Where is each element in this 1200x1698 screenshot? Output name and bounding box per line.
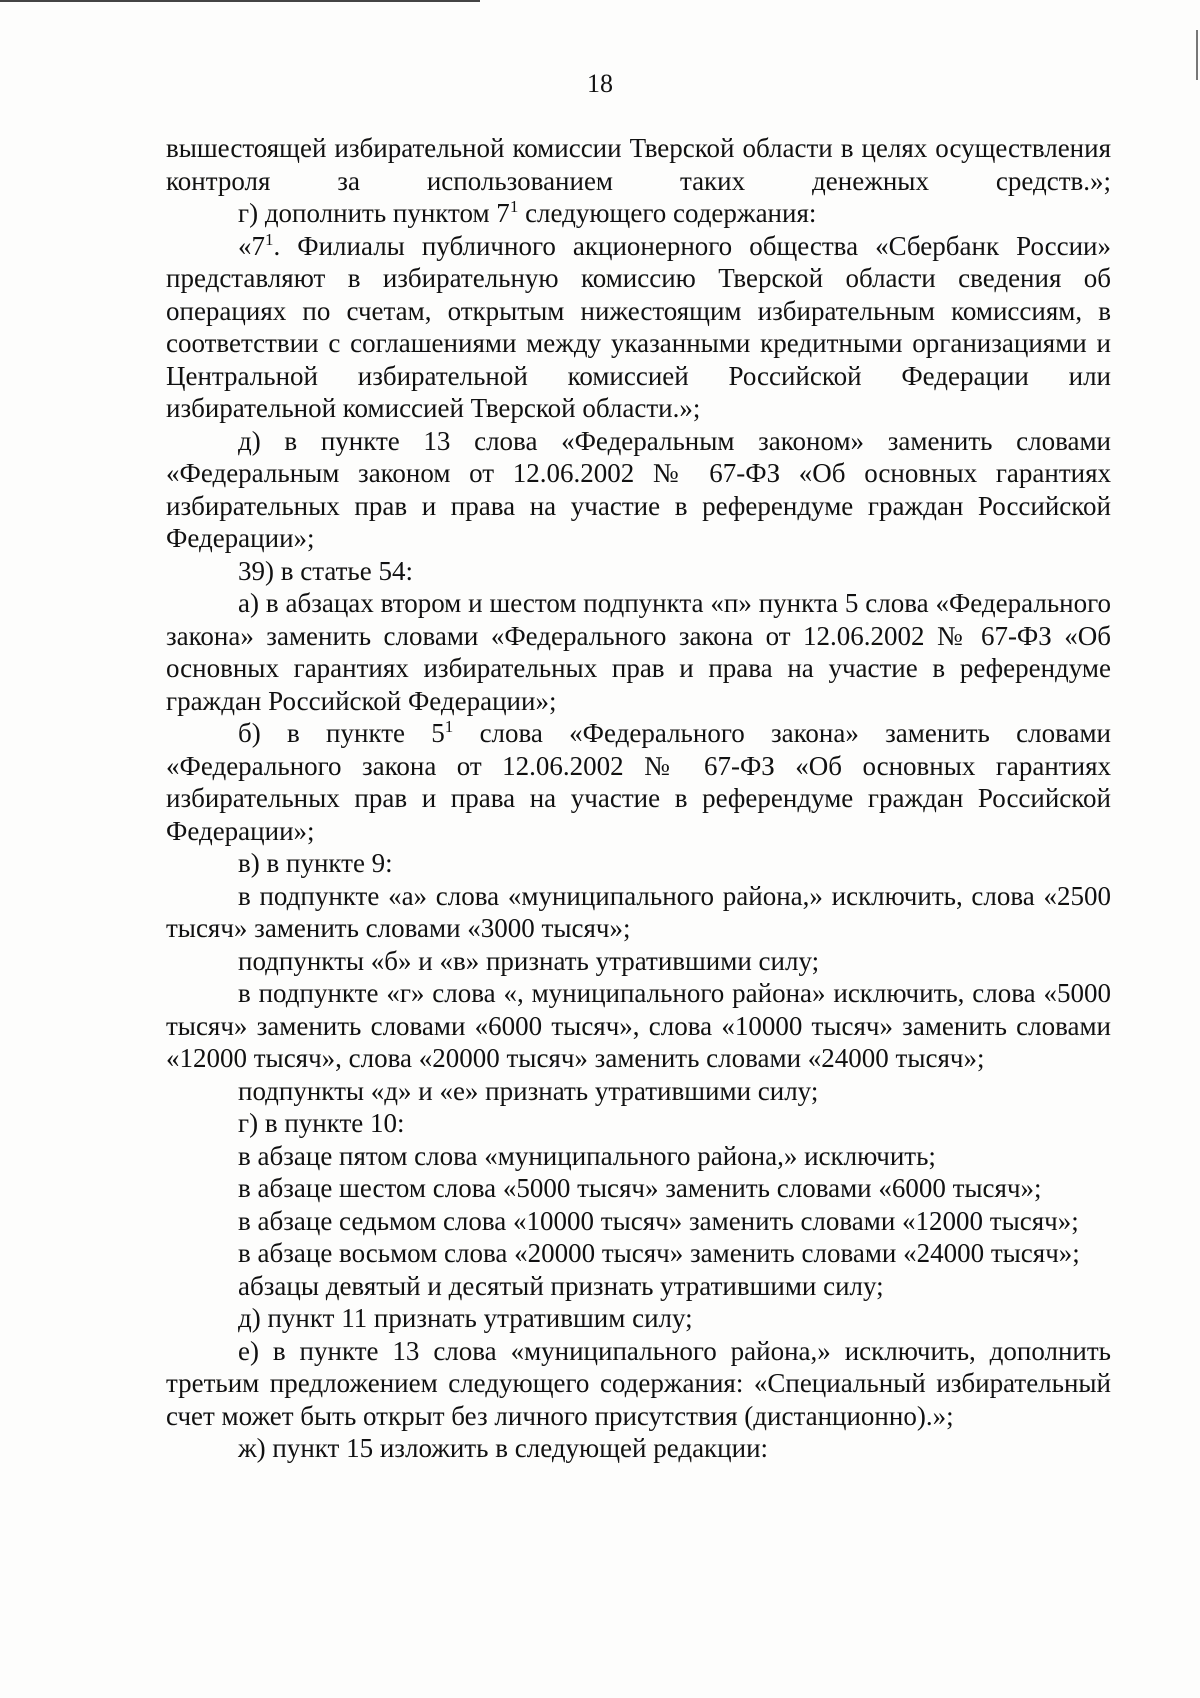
paragraph-item-zh-point-15: ж) пункт 15 изложить в следующей редакции: [238,1433,769,1463]
document-body [166,132,1111,1465]
paragraph-item-v-point-9: в) в пункте 9: [238,848,393,878]
paragraph-item-b-point-5-1: б) в пункте $5^1$ слова «Федерального закона» заменить словами «Федерального закона от 12.06.2002 № 67-ФЗ «Об основных гарантиях избирательных прав и права на участие в референдуме граждан Российской Федерации»; [166,717,1111,846]
paragraph-subpoint-a: в подпункте «а» слова «муниципального района,» исключить, слова «2500 тысяч» заменить словами «3000 тысяч»; [166,880,1111,943]
paragraph-item-d-point-13: д) в пункте 13 слова «Федеральным законом» заменить словами «Федеральным законом от 12.06.2002 № 67-ФЗ «Об основных гарантиях избирательных прав и права на участие в референдуме граждан Российской Федерации»; [166,425,1111,553]
paragraph-39-article-54: 39) в статье 54: [238,555,413,586]
paragraph-7-1-sberbank: «$7^1$. Филиалы публичного акционерного общества «Сбербанк России» представляют в избирательную комиссию Тверской области сведения об операциях по счетам, открытым нижестоящим избирательным комиссиям, в соответствии с соглашениями между указанными кредитными организациями и Центральной избирательной комиссией Российской Федерации или избирательной комиссией Тверской области.»; [166,229,1111,423]
page-number: 18 [587,69,613,98]
paragraph-abzac-6: в абзаце шестом слова «5000 тысяч» заменить словами «6000 тысяч»; [238,1173,1042,1203]
paragraph-item-g-add-7-1: г) дополнить пунктом $7^1$ следующего содержания: [238,197,817,228]
paragraph-subpoints-b-v: подпункты «б» и «в» признать утратившими силу; [238,945,820,976]
paragraph-abzac-5: в абзаце пятом слова «муниципального района,» исключить; [238,1140,936,1171]
superscript-1: 1 [265,229,274,249]
paragraph-abzac-7: в абзаце седьмом слова «10000 тысяч» заменить словами «12000 тысяч»; [238,1205,1079,1236]
superscript-1: 1 [509,197,519,216]
paragraph-continuation: вышестоящей избирательной комиссии Тверской области в целях осуществления контроля за использованием таких денежных средств.»; [166,133,1111,196]
paragraph-abzac-9-10: абзацы девятый и десятый признать утратившими силу; [238,1270,884,1301]
scan-edge-top [0,0,480,2]
paragraph-item-g-point-10: г) в пункте 10: [238,1108,405,1138]
paragraph-item-e-point-13: е) в пункте 13 слова «муниципального района,» исключить, дополнить третьим предложением следующего содержания: «Специальный избирательный счет может быть открыт без личного присутствия (дистанционно).»; [166,1335,1111,1431]
paragraph-abzac-8: в абзаце восьмом слова «20000 тысяч» заменить словами «24000 тысяч»; [238,1238,1080,1268]
paragraph-item-a-point-5: а) в абзацах втором и шестом подпункта «п» пункта 5 слова «Федерального закона» заменить словами «Федерального закона от 12.06.2002 № 67-ФЗ «Об основных гарантиях избирательных прав и права на участие в референдуме граждан Российской Федерации»; [166,588,1111,716]
paragraph-subpoints-d-e: подпункты «д» и «е» признать утратившими силу; [238,1075,819,1106]
paragraph-item-d-point-11: д) пункт 11 признать утратившим силу; [238,1303,693,1333]
superscript-1: 1 [444,717,454,736]
paragraph-subpoint-g: в подпункте «г» слова «, муниципального района» исключить, слова «5000 тысяч» заменить словами «6000 тысяч», слова «10000 тысяч» заменить словами «12000 тысяч», слова «20000 тысяч» заменить словами «24000 тысяч»; [166,978,1111,1073]
